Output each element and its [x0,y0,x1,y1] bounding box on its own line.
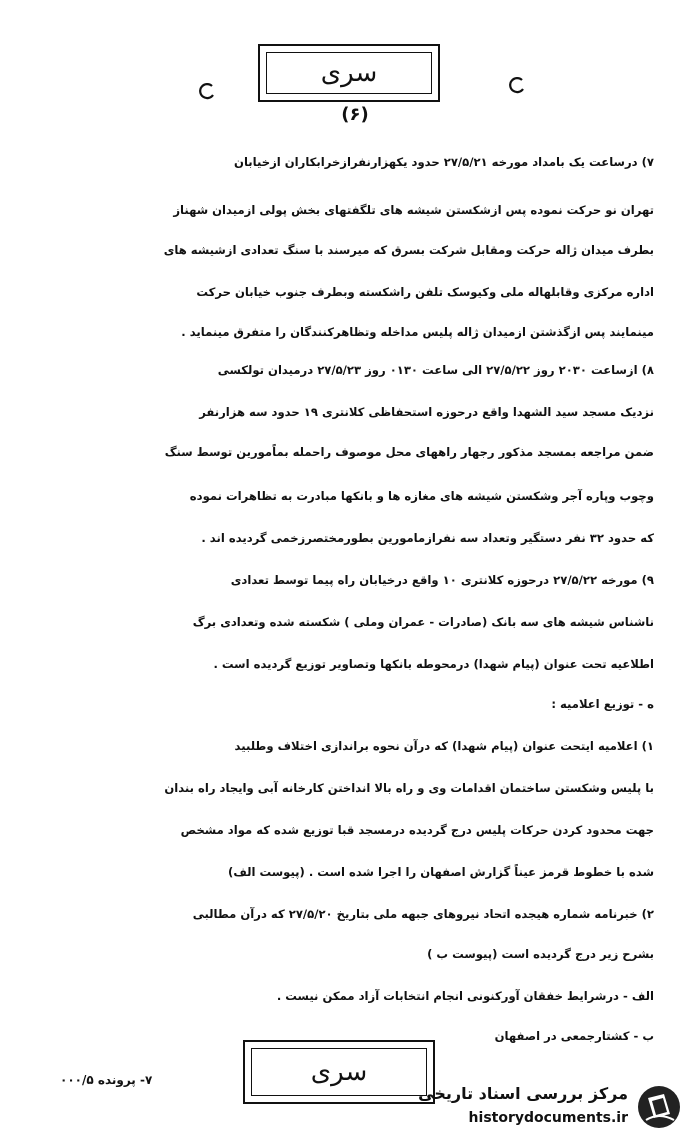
body-line: با پلیس وشکستن ساختمان اقدامات وی و راه بالا انداختن کارخانه آبی وایجاد راه بندان [164,781,654,795]
body-line: ۷) درساعت یک بامداد مورخه ۲۷/۵/۲۱ حدود یکهزارنفرازخرابکاران ازخیابان [234,155,654,169]
watermark-title: مرکز بررسی اسناد تاریخی [418,1084,628,1103]
page-number: (۶) [341,104,369,125]
body-line: ۱) اعلامیه ایتحت عنوان (پیام شهدا) که درآن نحوه براندازی اختلاف وطلبید [234,739,654,753]
file-reference-code: ۷- پرونده ۰۰۰/۵ [60,1073,153,1087]
classification-stamp-top [258,44,440,102]
body-line: الف - درشرایط خفقان آورکنونی انجام انتخابات آزاد ممکن نیست . [276,989,654,1003]
archive-logo-icon [636,1084,682,1130]
body-line: تهران نو حرکت نموده پس ازشکستن شیشه های تلگفتهای بخش پولی ازمیدان شهناز [173,203,654,217]
body-line: وچوب وپاره آجر وشکستن شیشه های مغازه ها و بانکها مبادرت به تظاهرات نموده [189,489,654,503]
body-line: اطلاعیه تحت عنوان (پیام شهدا) درمحوطه بانکها وتصاویر توزیع گردیده است . [213,657,654,671]
punch-hole-right [506,74,528,96]
classification-text-top: سری [320,58,378,88]
section-heading: ه - توزیع اعلامیه : [551,697,654,711]
body-line: بطرف میدان ژاله حرکت ومقابل شرکت بسرق که میرسند با سنگ تعدادی ازشیشه های [163,243,654,257]
body-line: ۹) مورخه ۲۷/۵/۲۲ درحوزه کلانتری ۱۰ واقع درخیابان راه پیما توسط تعدادی [230,573,654,587]
body-line: که حدود ۳۲ نفر دستگیر وتعداد سه نفرازمامورین بطورمختصرزخمی گردیده اند . [201,531,654,545]
body-line: ۸) ازساعت ۲۰۳۰ روز ۲۷/۵/۲۲ الی ساعت ۰۱۳۰ روز ۲۷/۵/۲۳ درمیدان تولکسی [217,363,654,377]
archive-watermark [412,1082,682,1136]
body-line: مینمایند پس ازگذشتن ازمیدان ژاله پلیس مداخله وتظاهرکنندگان را متفرق مینماید . [181,325,654,339]
body-line: شده با خطوط قرمز عیناً گزارش اصفهان را اجرا شده است . (پیوست الف) [228,865,654,879]
classification-stamp-bottom [243,1040,435,1104]
body-line: ضمن مراجعه بمسجد مذکور رجهار راههای محل موصوف راحمله بماًمورین توسط سنگ [164,445,654,459]
body-line: ب - کشتارجمعی در اصفهان [494,1029,654,1043]
body-line: نزدیک مسجد سید الشهدا واقع درحوزه استحفاظی کلانتری ۱۹ حدود سه هزارنفر [199,405,654,419]
body-line: اداره مرکزی وقابلهاله ملی وکیوسک تلفن راشکسته وبطرف جنوب خیابان حرکت [196,285,654,299]
body-line: بشرح زیر درج گردیده است (پیوست ب ) [427,947,654,961]
watermark-url: historydocuments.ir [468,1110,628,1126]
punch-hole-left [196,80,218,102]
body-line: ناشناس شیشه های سه بانک (صادرات - عمران وملی ) شکسته شده وتعدادی برگ [192,615,654,629]
body-line: ۲) خبرنامه شماره هیجده اتحاد نیروهای جبهه ملی بتاریخ ۲۷/۵/۲۰ که درآن مطالبی [192,907,654,921]
body-line: جهت محدود کردن حرکات پلیس درج گردیده درمسجد قبا توزیع شده که مواد مشخص [180,823,654,837]
classification-text-bottom: سری [310,1057,368,1087]
